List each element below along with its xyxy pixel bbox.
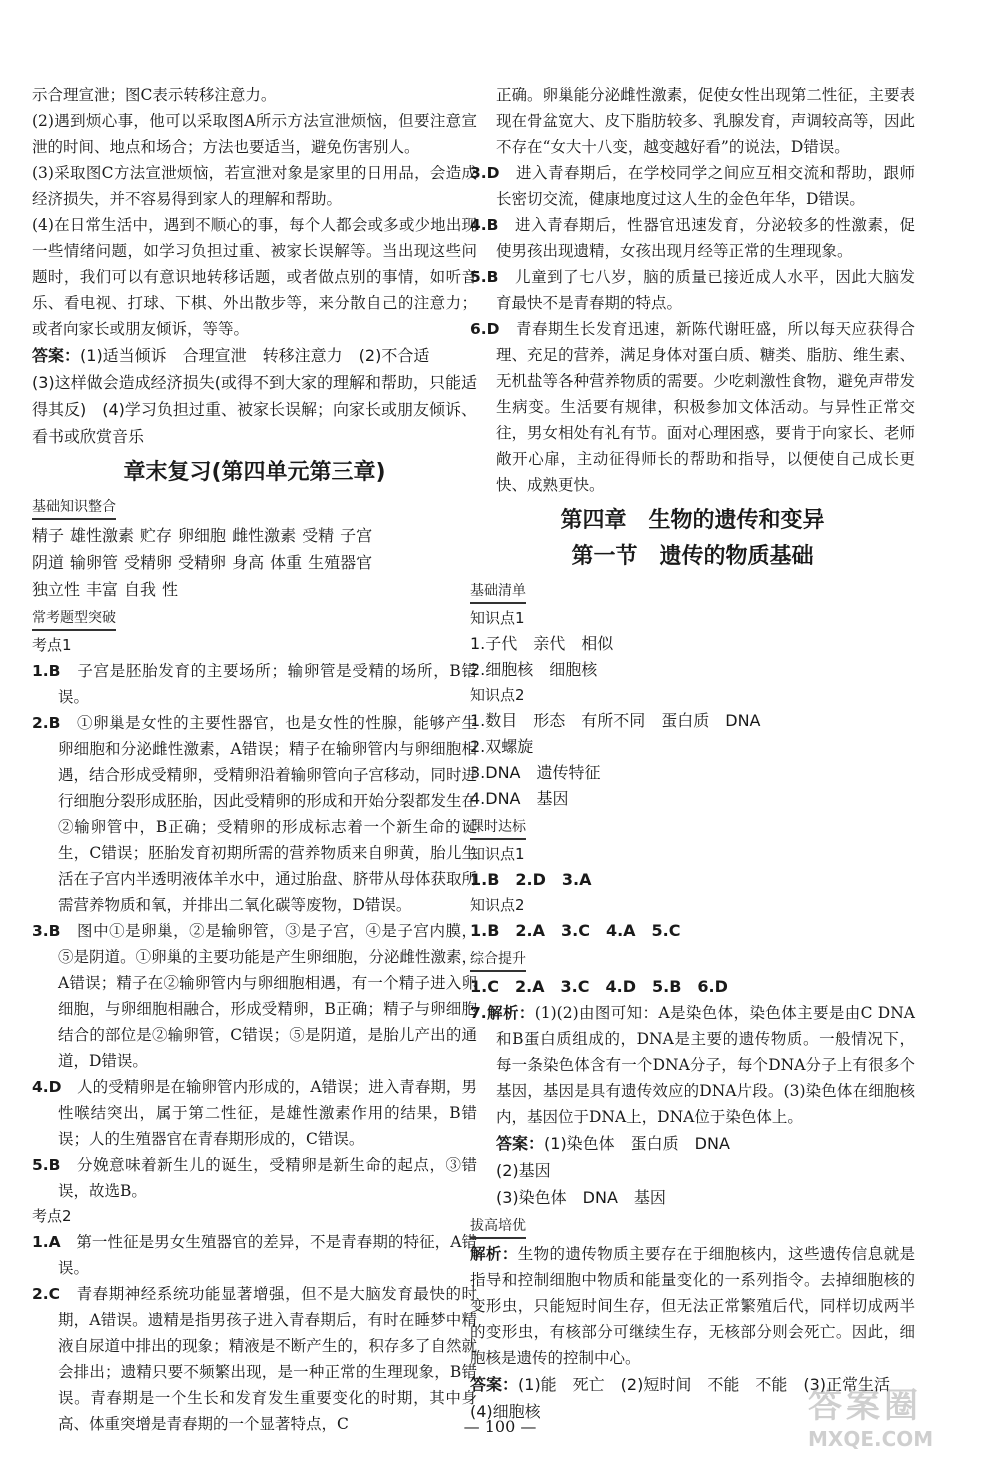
analysis-text: (1)(2)由图可知：A是染色体，染色体主要是由C DNA和B蛋白质组成的，DNA是主要的遗传物质。一般情况下，每一条染色体含有一个DNA分子，每个DNA分子上有很多个基因，基因是具有遗传效应的DNA片段。(3)染色体在细胞核内，基因位于DNA上，DNA位于染色体上。	[496, 1004, 915, 1126]
answer-line: (1)染色体 蛋白质 DNA	[544, 1134, 730, 1153]
question-text: ①卵巢是女性的主要性器官，也是女性的性腺，能够产生卵细胞和分泌雌性激素，A错误；精子在输卵管内与卵细胞相遇，结合形成受精卵，受精卵沿着输卵管向子宫移动，同时进行细胞分裂形成胚胎，因此受精卵的形成和开始分裂都发生在②输卵管中，B正确；受精卵的形成标志着一个新生命的诞生，C错误；胚胎发育初期所需的营养物质来自卵黄，胎儿生活在子宫内半透明液体羊水中，通过胎盘、脐带从母体获取所需营养物质和氧，并排出二氧化碳等废物，D错误。	[58, 714, 477, 914]
term: 身高	[232, 553, 265, 572]
chapter-review-title: 章末复习(第四单元第三章)	[123, 460, 386, 485]
term: 雄性激素	[70, 526, 135, 545]
question-text: 进入青春期后，在学校同学之间应互相交流和帮助，跟师长密切交流，健康地度过这人生的金色年华，D错误。	[496, 164, 915, 208]
question-text: 青春期生长发育迅速，新陈代谢旺盛，所以每天应获得合理、充足的营养，满足身体对蛋白质、糖类、脂肪、维生素、无机盐等各种营养物质的需要。少吃刺激性食物，避免声带发生病变。生活要有规律，积极参加文体活动。与异性正常交往，男女相处有礼有节。面对心理困惑，要肯于向家长、老师敞开心扉，主动征得师长的帮助和指导，以便使自己成长更快、成熟更快。	[496, 320, 915, 494]
term: 受精	[302, 526, 335, 545]
section-comprehensive: 综合提升	[470, 948, 526, 972]
question-text: 子宫是胚胎发育的主要场所；输卵管是受精的场所，B错误。	[58, 662, 477, 706]
term: 子宫	[340, 526, 373, 545]
term: 生殖器官	[308, 553, 373, 572]
question-item	[32, 1152, 477, 1204]
watermark-top: 答案圈	[808, 1386, 922, 1426]
answer-line: (1)能 死亡 (2)短时间 不能 不能 (3)正常生活	[518, 1375, 891, 1394]
term: 自我	[124, 580, 157, 599]
kaodian-2: 考点2	[32, 1207, 72, 1225]
answer-block	[32, 342, 477, 369]
question-number: 4.B	[470, 216, 499, 234]
page-number: — 100 —	[463, 1417, 537, 1436]
answer-line: 2.细胞核 细胞核	[470, 660, 598, 679]
intro-line: (4)在日常生活中，遇到不顺心的事，每个人都会或多或少地出现一些情绪问题，如学习负担过重、被家长误解等。当出现这些问题时，我们可以有意识地转移话题，或者做点别的事情，如听音乐、看电视、打球、下棋、外出散步等，来分散自己的注意力；或者向家长或朋友倾诉，等等。	[32, 216, 477, 338]
question-text: 儿童到了七八岁，脑的质量已接近成人水平，因此大脑发育最快不是青春期的特点。	[496, 268, 915, 312]
question-number: 4.D	[32, 1078, 62, 1096]
question-text: 分娩意味着新生儿的诞生，受精卵是新生命的起点，③错误，故选B。	[58, 1156, 477, 1200]
question-text: 青春期神经系统功能显著增强，但不是大脑发育最快的时期，A错误。遗精是指男孩子进入青春期后，有时在睡梦中精液自尿道中排出的现象；精液是不断产生的，积存多了自然就会排出；遗精只要不频繁出现，是一种正常的生理现象，B错误。青春期是一个生长和发育发生重要变化的时期，其中身高、体重突增是青春期的一个显著特点，C	[58, 1285, 477, 1433]
answer-line: 1.B 2.A 3.C 4.A 5.C	[470, 921, 681, 940]
answer-line: 1.B 2.D 3.A	[470, 870, 592, 889]
answer-line: 1.子代 亲代 相似	[470, 634, 614, 653]
answer-line: (3)染色体 DNA 基因	[496, 1188, 666, 1207]
term: 受精卵	[124, 553, 173, 572]
section-title: 第一节 遗传的物质基础	[571, 544, 814, 569]
question-item	[470, 160, 915, 212]
question-number: 1.A	[32, 1233, 61, 1251]
intro-line: 示合理宣泄；图C表示转移注意力。	[32, 86, 277, 104]
section-basic-knowledge: 基础知识整合	[32, 496, 116, 520]
answer-line: (1)适当倾诉 合理宣泄 转移注意力 (2)不合适	[80, 346, 430, 365]
term: 独立性	[32, 580, 81, 599]
answer-block	[470, 1130, 915, 1157]
intro-line: (3)采取图C方法宣泄烦恼，若宣泄对象是家里的日用品，会造成经济损失，并不容易得到家人的理解和帮助。	[32, 164, 477, 208]
term: 精子	[32, 526, 65, 545]
question-item	[470, 212, 915, 264]
answer-line: 1.数目 形态 有所不同 蛋白质 DNA	[470, 711, 761, 730]
question-item	[32, 1229, 477, 1281]
question-item	[32, 918, 477, 1074]
watermark-bottom: MXQE.COM	[808, 1427, 934, 1451]
section-basic-list: 基础清单	[470, 580, 526, 604]
term: 贮存	[140, 526, 173, 545]
analysis-label: 7.解析：	[470, 1004, 535, 1022]
question-item	[32, 710, 477, 918]
section-common-types: 常考题型突破	[32, 607, 116, 631]
analysis-item	[470, 1241, 915, 1371]
answer-label: 答案：	[496, 1134, 545, 1153]
question-number: 5.B	[470, 268, 499, 286]
answer-label: 答案：	[32, 346, 81, 365]
question-item	[32, 658, 477, 710]
term: 阴道	[32, 553, 65, 572]
question-item	[32, 1074, 477, 1152]
question-item	[470, 264, 915, 316]
question-text: 第一性征是男女生殖器官的差异，不是青春期的特征，A错误。	[58, 1233, 477, 1277]
terms-row	[32, 576, 477, 603]
chapter-title: 第四章 生物的遗传和变异	[560, 508, 825, 533]
terms-row	[32, 522, 477, 549]
question-number: 6.D	[470, 320, 500, 338]
intro-line: (2)遇到烦心事，他可以采取图A所示方法宣泄烦恼，但要注意宣泄的时间、地点和场合；方法也要适当，避免伤害别人。	[32, 112, 477, 156]
knowledge-point-2: 知识点2	[470, 686, 525, 704]
question-number: 2.B	[32, 714, 61, 732]
answer-label: 答案：	[470, 1375, 519, 1394]
answer-line: 4.DNA 基因	[470, 789, 569, 808]
terms-row	[32, 549, 477, 576]
question-text: 图中①是卵巢，②是输卵管，③是子宫，④是子宫内膜，⑤是阴道。①卵巢的主要功能是产生卵细胞，分泌雌性激素，A错误；精子在②输卵管内与卵细胞相遇，有一个精子进入卵细胞，与卵细胞相融合，形成受精卵，B正确；精子与卵细胞结合的部位是②输卵管，C错误；⑤是阴道，是胎儿产出的通道，D错误。	[58, 922, 477, 1070]
question-number: 2.C	[32, 1285, 61, 1303]
answer-line: (3)这样做会造成经济损失(或得不到大家的理解和帮助，只能适得其反) (4)学习负担过重、被家长误解；向家长或朋友倾诉、看书或欣赏音乐	[32, 373, 477, 446]
question-text: 人的受精卵是在输卵管内形成的，A错误；进入青春期，男性喉结突出，属于第二性征，是雄性激素作用的结果，B错误；人的生殖器官在青春期形成的，C错误。	[58, 1078, 477, 1148]
knowledge-point-1: 知识点1	[470, 845, 525, 863]
continued-text: 正确。卵巢能分泌雌性激素，促使女性出现第二性征，主要表现在骨盆宽大、皮下脂肪较多、乳腺发育，声调较高等，因此不存在“女大十八变，越变越好看”的说法，D错误。	[496, 86, 915, 156]
term: 雌性激素	[232, 526, 297, 545]
knowledge-point-2: 知识点2	[470, 896, 525, 914]
term: 受精卵	[178, 553, 227, 572]
knowledge-point-1: 知识点1	[470, 609, 525, 627]
question-item	[470, 316, 915, 498]
right-column	[470, 82, 915, 1425]
answer-line: 3.DNA 遗传特征	[470, 763, 601, 782]
kaodian-1: 考点1	[32, 636, 72, 654]
watermark-logo	[808, 1378, 988, 1468]
question-number: 5.B	[32, 1156, 61, 1174]
term: 输卵管	[70, 553, 119, 572]
analysis-label: 解析：	[470, 1245, 518, 1263]
analysis-text: 生物的遗传物质主要存在于细胞核内，这些遗传信息就是指导和控制细胞中物质和能量变化的一系列指令。去掉细胞核的变形虫，只能短时间生存，但无法正常繁殖后代，同样切成两半的变形虫，有核部分可继续生存，无核部分则会死亡。因此，细胞核是遗传的控制中心。	[470, 1245, 915, 1367]
term: 丰富	[86, 580, 119, 599]
answer-line: (2)基因	[496, 1161, 551, 1180]
left-column	[32, 82, 477, 1437]
answer-line: 1.C 2.A 3.C 4.D 5.B 6.D	[470, 977, 728, 996]
question-number: 3.B	[32, 922, 61, 940]
analysis-item	[470, 1000, 915, 1130]
section-class-target: 课时达标	[470, 816, 526, 840]
answer-line: 2.双螺旋	[470, 737, 534, 756]
term: 卵细胞	[178, 526, 227, 545]
question-number: 3.D	[470, 164, 500, 182]
answer-line: (4)细胞核	[470, 1402, 541, 1421]
term: 体重	[270, 553, 303, 572]
section-advanced: 拔高培优	[470, 1215, 526, 1239]
question-number: 1.B	[32, 662, 61, 680]
term: 性	[162, 580, 179, 599]
question-item	[32, 1281, 477, 1437]
question-text: 进入青春期后，性器官迅速发育，分泌较多的性激素，促使男孩出现遗精，女孩出现月经等正常的生理现象。	[496, 216, 915, 260]
